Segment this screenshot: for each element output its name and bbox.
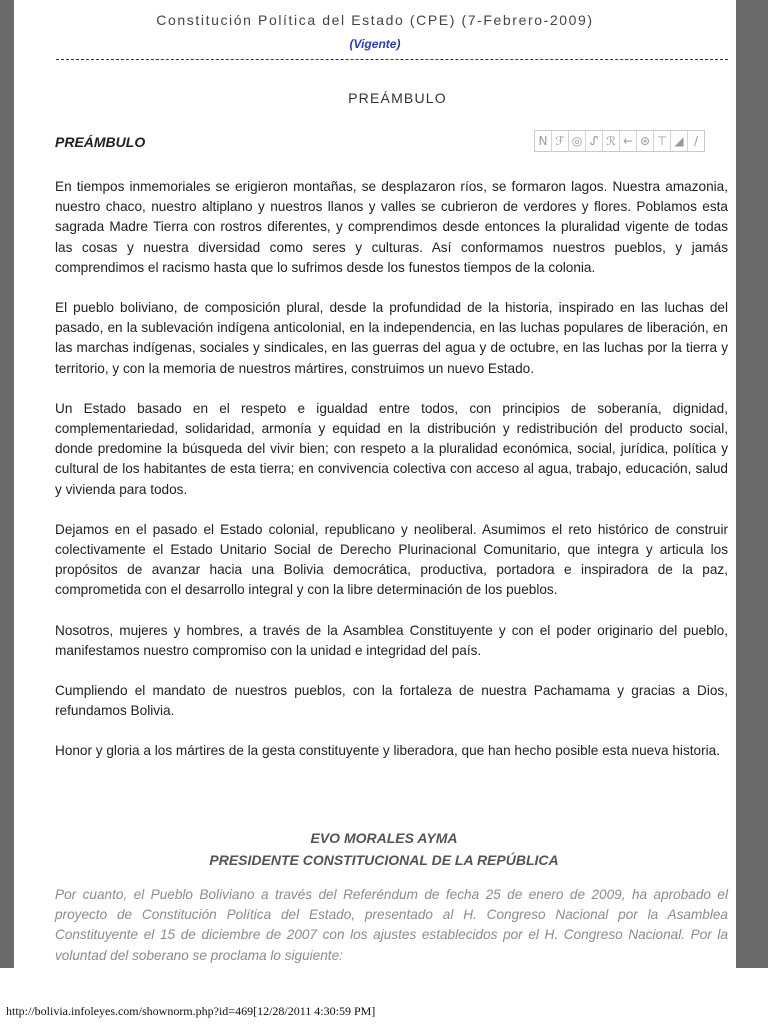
preamble-body <box>55 177 728 782</box>
note-icon[interactable]: ◢ <box>671 131 688 151</box>
document-title: Constitución Política del Estado (CPE) (7-Febrero-2009) <box>156 12 594 28</box>
arrow-left-icon[interactable]: ← <box>620 131 637 151</box>
right-scrollbar-gutter <box>736 0 768 968</box>
section-heading: PREÁMBULO <box>348 90 447 106</box>
article-toolbar <box>534 130 705 152</box>
document-status: (Vigente) <box>349 37 401 51</box>
pencil-icon[interactable]: / <box>693 134 699 148</box>
left-page-border <box>0 0 14 968</box>
paragraph: Honor y gloria a los mártires de la gesta constituyente y liberadora, que han hecho posible esta nueva historia. <box>55 743 720 759</box>
paragraph: El pueblo boliviano, de composición plural, desde la profundidad de la historia, inspirado en las luchas del pasado, en la sublevación indígena anticolonial, en la independencia, en las luchas populares de liberación, en las marchas indígenas, sociales y sindicales, en las guerras del agua y de octubre, en las luchas por la tierra y territorio, y con la memoria de nuestros mártires, construimos un nuevo Estado. <box>55 300 728 376</box>
header-divider <box>56 59 728 60</box>
eye-icon[interactable]: ⊛ <box>637 131 654 151</box>
signatory-name: EVO MORALES AYMA <box>310 830 458 846</box>
paragraph: Dejamos en el pasado el Estado colonial, republicano y neoliberal. Asumimos el reto histórico de construir colectivamente el Estado Unitario Social de Derecho Plurinacional Comunitario, que integra y articula los propósitos de avanzar hacia una Bolivia democrática, productiva, portadora e inspiradora de la paz, comprometida con el desarrollo integral y con la libre determinación de los pueblos. <box>55 521 728 598</box>
subheading: PREÁMBULO <box>55 134 146 150</box>
hammer-icon[interactable]: ⊤ <box>654 131 671 151</box>
footer-url: http://bolivia.infoleyes.com/shownorm.php?id=469[12/28/2011 4:30:59 PM] <box>6 1004 376 1018</box>
signatory-role: PRESIDENTE CONSTITUCIONAL DE LA REPÚBLICA <box>209 852 559 868</box>
proclamation-text: Por cuanto, el Pueblo Boliviano a través del Referéndum de fecha 25 de enero de 2009, ha aprobado el proyecto de Constitución Política del Estado, presentado al H. Congreso Nacional por la Asamblea Constituyente el 15 de diciembre de 2007 con los ajustes establecidos por el H. Congreso Nacional. Por la voluntad del soberano se proclama lo siguiente: <box>55 887 728 963</box>
f-icon[interactable]: ℱ <box>552 131 569 151</box>
tools-icon[interactable]: ᔑ <box>586 131 603 151</box>
n-icon[interactable]: N <box>535 131 552 151</box>
paragraph: Un Estado basado en el respeto e igualdad entre todos, con principios de soberanía, dignidad, complementariedad, solidaridad, armonía y equidad en la distribución y redistribución del producto social, donde predomine la búsqueda del vivir bien; con respeto a la pluralidad económica, social, jurídica, política y cultural de los habitantes de esta tierra; en convivencia colectiva con acceso al agua, trabajo, educación, salud y vivienda para todos. <box>55 400 728 497</box>
paragraph: Cumpliendo el mandato de nuestros pueblos, con la fortaleza de nuestra Pachamama y gracias a Dios, refundamos Bolivia. <box>55 683 728 719</box>
paragraph: Nosotros, mujeres y hombres, a través de la Asamblea Constituyente y con el poder originario del pueblo, manifestamos nuestro compromiso con la unidad e integridad del país. <box>55 622 728 658</box>
signature-block <box>14 827 736 871</box>
search-doc-icon[interactable]: ◎ <box>569 131 586 151</box>
document-page <box>14 0 736 968</box>
paragraph: En tiempos inmemoriales se erigieron montañas, se desplazaron ríos, se formaron lagos. Nuestra amazonia, nuestro chaco, nuestro altiplano y nuestros llanos y valles se cubrieron de verdores y flores. Poblamos esta sagrada Madre Tierra con rostros diferentes, y comprendimos desde entonces la pluralidad vigente de todas las cosas y nuestra diversidad como seres y culturas. Así conformamos nuestros pueblos, y jamás comprendimos el racismo hasta que lo sufrimos desde los funestos tiempos de la colonia. <box>55 179 728 275</box>
r-icon[interactable]: ℛ <box>603 131 620 151</box>
